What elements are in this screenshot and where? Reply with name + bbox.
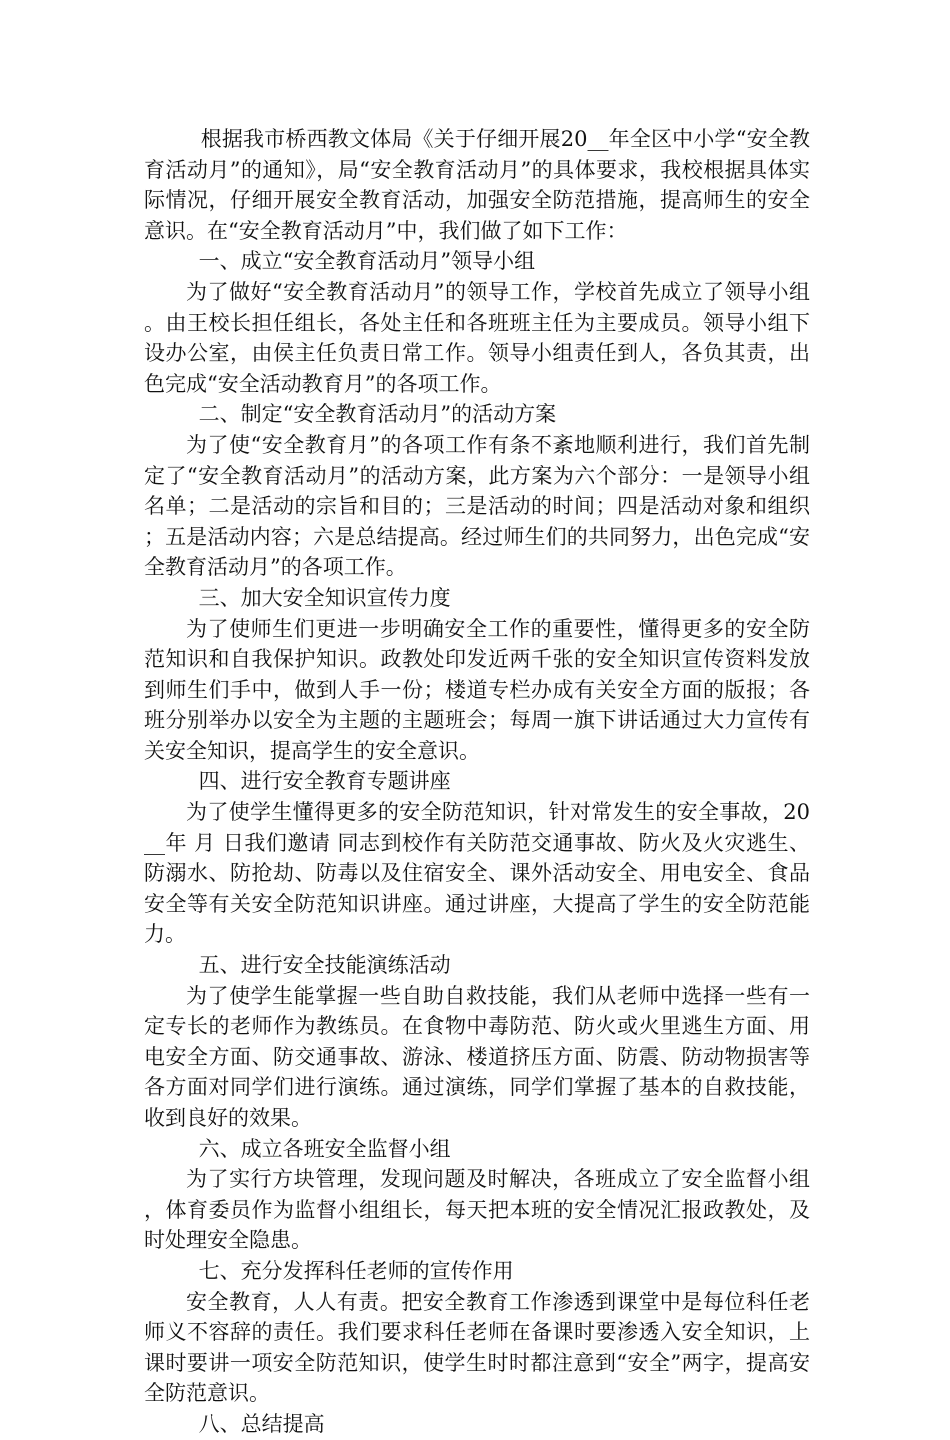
section-6-heading: 六、成立各班安全监督小组 (198, 1136, 451, 1161)
section-7-heading: 七、充分发挥科任老师的宣传作用 (198, 1258, 514, 1283)
section-2-paragraph: 为了使“安全教育月”的各项工作有条不紊地顺利进行，我们首先制定了“安全教育活动月”的活动方案，此方案为六个部分：一是领导小组名单；二是活动的宗旨和目的；三是活动的时间；四是活动对象和组织；五是活动内容；六是总结提高。经过师生们的共同努力，出色完成“安全教育活动月”的各项工作。 (144, 432, 810, 580)
section-4-heading: 四、进行安全教育专题讲座 (198, 769, 451, 794)
section-1-paragraph: 为了做好“安全教育活动月”的领导工作，学校首先成立了领导小组。由王校长担任组长，各处主任和各班班主任为主要成员。领导小组下设办公室，由侯主任负责日常工作。领导小组责任到人，各负其责，出色完成“安全活动教育月”的各项工作。 (144, 279, 810, 396)
section-3-paragraph: 为了使师生们更进一步明确安全工作的重要性，懂得更多的安全防范知识和自我保护知识。政教处印发近两千张的安全知识宣传资料发放到师生们手中，做到人手一份；楼道专栏办成有关安全方面的版报；各班分别举办以安全为主题的主题班会；每周一旗下讲话通过大力宣传有关安全知识，提高学生的安全意识。 (144, 616, 810, 763)
section-5-heading: 五、进行安全技能演练活动 (198, 953, 451, 978)
intro-paragraph: 根据我市桥西教文体局《关于仔细开展20__年全区中小学“安全教育活动月”的通知》，局“安全教育活动月”的具体要求，我校根据具体实际情况，仔细开展安全教育活动，加强安全防范措施，提高师生的安全意识。在“安全教育活动月”中，我们做了如下工作： (144, 127, 810, 243)
section-6-paragraph: 为了实行方块管理，发现问题及时解决，各班成立了安全监督小组，体育委员作为监督小组组长，每天把本班的安全情况汇报政教处，及时处理安全隐患。 (144, 1167, 810, 1253)
section-7-paragraph: 安全教育，人人有责。把安全教育工作渗透到课堂中是每位科任老师义不容辞的责任。我们要求科任老师在备课时要渗透入安全知识，上课时要讲一项安全防范知识，使学生时时都注意到“安全”两字，提高安全防范意识。 (144, 1289, 810, 1406)
section-4-paragraph: 为了使学生懂得更多的安全防范知识，针对常发生的安全事故，20__年 月 日我们邀请 同志到校作有关防范交通事故、防火及火灾逃生、防溺水、防抢劫、防毒以及住宿安全、课外活动安全、用电安全、食品安全等有关安全防范知识讲座。通过讲座，大提高了学生的安全防范能力。 (144, 800, 810, 947)
document-body (144, 124, 810, 1440)
section-8-heading: 八、总结提高 (198, 1411, 325, 1436)
section-1-heading: 一、成立“安全教育活动月”领导小组 (198, 249, 536, 274)
section-2-heading: 二、制定“安全教育活动月”的活动方案 (198, 402, 557, 427)
section-3-heading: 三、加大安全知识宣传力度 (198, 585, 451, 610)
section-5-paragraph: 为了使学生能掌握一些自助自救技能，我们从老师中选择一些有一定专长的老师作为教练员。在食物中毒防范、防火或火里逃生方面、用电安全方面、防交通事故、游泳、楼道挤压方面、防震、防动物损害等各方面对同学们进行演练。通过演练，同学们掌握了基本的自救技能，收到良好的效果。 (144, 983, 810, 1130)
